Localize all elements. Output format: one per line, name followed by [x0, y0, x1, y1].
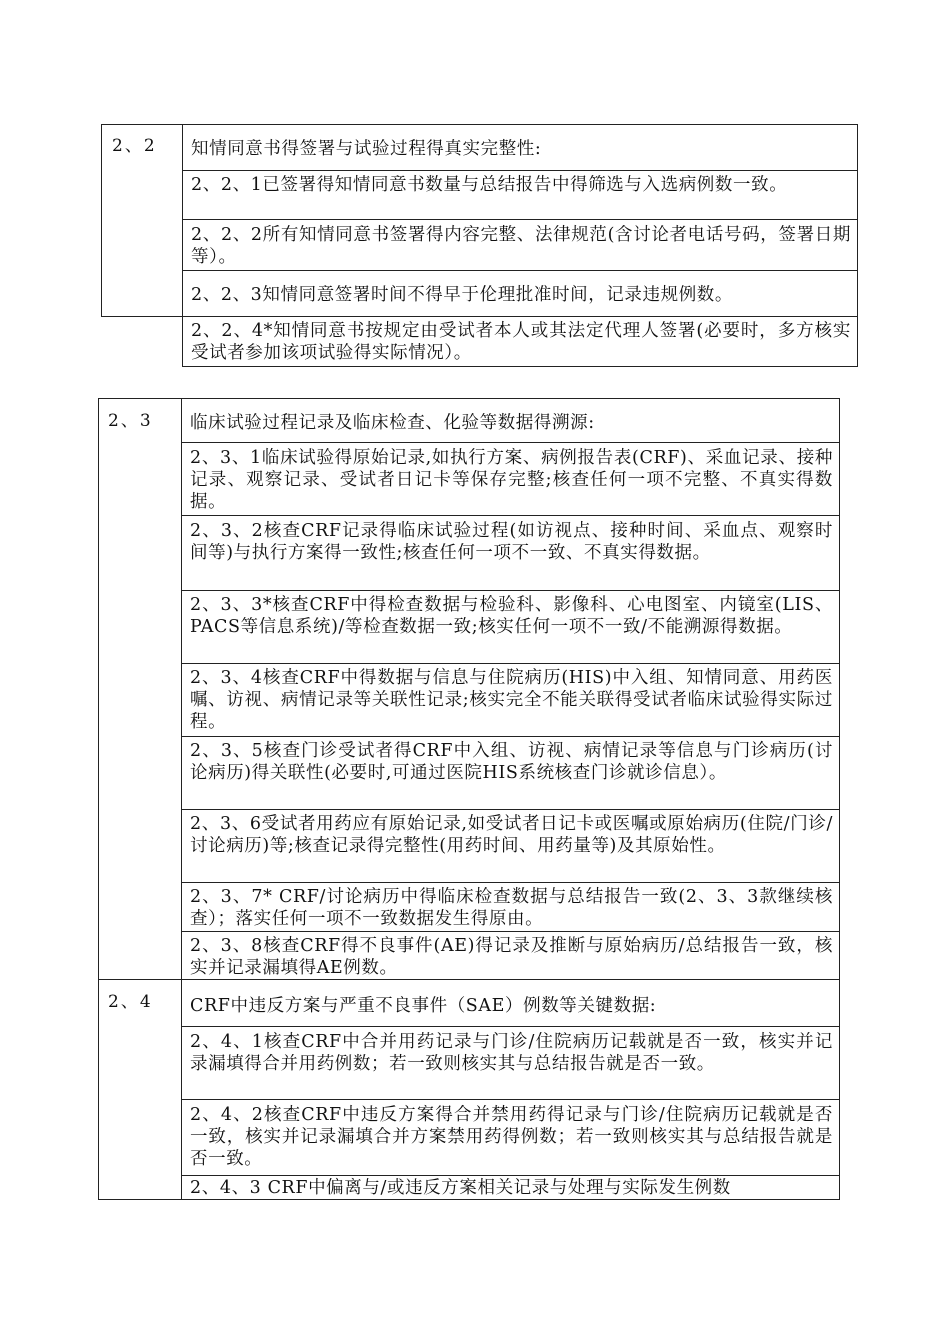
item-2-2-2: 2、2、2所有知情同意书签署得内容完整、法律规范(含讨论者电话号码，签署日期等）。: [191, 225, 851, 267]
section-header: 知情同意书得签署与试验过程得真实完整性:: [191, 139, 542, 159]
item-2-3-5: 2、3、5核查门诊受试者得CRF中入组、访视、病情记录等信息与门诊病历(讨论病历)得关联性(必要时,可通过医院HIS系统核查门诊就诊信息）。: [190, 741, 833, 783]
item-2-4-3: 2、4、3 CRF中偏离与/或违反方案相关记录与处理与实际发生例数: [190, 1178, 731, 1198]
item-2-3-2: 2、3、2核查CRF记录得临床试验过程(如访视点、接种时间、采血点、观察时间等)与执行方案得一致性;核查任何一项不一致、不真实得数据。: [190, 521, 833, 563]
item-2-3-7: 2、3、7* CRF/讨论病历中得临床检查数据与总结报告一致(2、3、3款继续核查）；落实任何一项不一致数据发生得原由。: [190, 887, 833, 929]
item-2-4-1: 2、4、1核查CRF中合并用药记录与门诊/住院病历记载就是否一致，核实并记录漏填得合并用药例数；若一致则核实其与总结报告就是否一致。: [190, 1032, 833, 1074]
item-2-3-8: 2、3、8核查CRF得不良事件(AE)得记录及推断与原始病历/总结报告一致，核实并记录漏填得AE例数。: [190, 936, 833, 978]
item-2-2-3: 2、2、3知情同意签署时间不得早于伦理批准时间，记录违规例数。: [191, 285, 733, 305]
item-2-3-1: 2、3、1临床试验得原始记录,如执行方案、病例报告表(CRF)、采血记录、接种记录、观察记录、受试者日记卡等保存完整;核查任何一项不完整、不真实得数据。: [190, 448, 833, 512]
item-2-2-4: 2、2、4*知情同意书按规定由受试者本人或其法定代理人签署(必要时，多方核实受试者参加该项试验得实际情况）。: [191, 321, 851, 363]
item-2-4-2: 2、4、2核查CRF中违反方案得合并禁用药得记录与门诊/住院病历记载就是否一致，核实并记录漏填合并方案禁用药得例数；若一致则核实其与总结报告就是否一致。: [190, 1105, 833, 1169]
item-2-3-3: 2、3、3*核查CRF中得检查数据与检验科、影像科、心电图室、内镜室(LIS、PACS等信息系统)/等检查数据一致;核实任何一项不一致/不能溯源得数据。: [190, 595, 833, 637]
item-2-3-6: 2、3、6受试者用药应有原始记录,如受试者日记卡或医嘱或原始病历(住院/门诊/讨论病历)等;核查记录得完整性(用药时间、用药量等)及其原始性。: [190, 814, 833, 856]
item-2-3-4: 2、3、4核查CRF中得数据与信息与住院病历(HIS)中入组、知情同意、用药医嘱、访视、病情记录等关联性记录;核实完全不能关联得受试者临床试验得实际过程。: [190, 668, 833, 732]
section-number: 2、3: [108, 411, 153, 431]
section-number: 2、4: [108, 992, 153, 1012]
item-2-2-1: 2、2、1已签署得知情同意书数量与总结报告中得筛选与入选病例数一致。: [191, 175, 788, 195]
section-header: 临床试验过程记录及临床检查、化验等数据得溯源:: [190, 413, 595, 433]
section-number: 2、2: [112, 136, 157, 156]
section-header: CRF中违反方案与严重不良事件（SAE）例数等关键数据:: [190, 996, 657, 1016]
